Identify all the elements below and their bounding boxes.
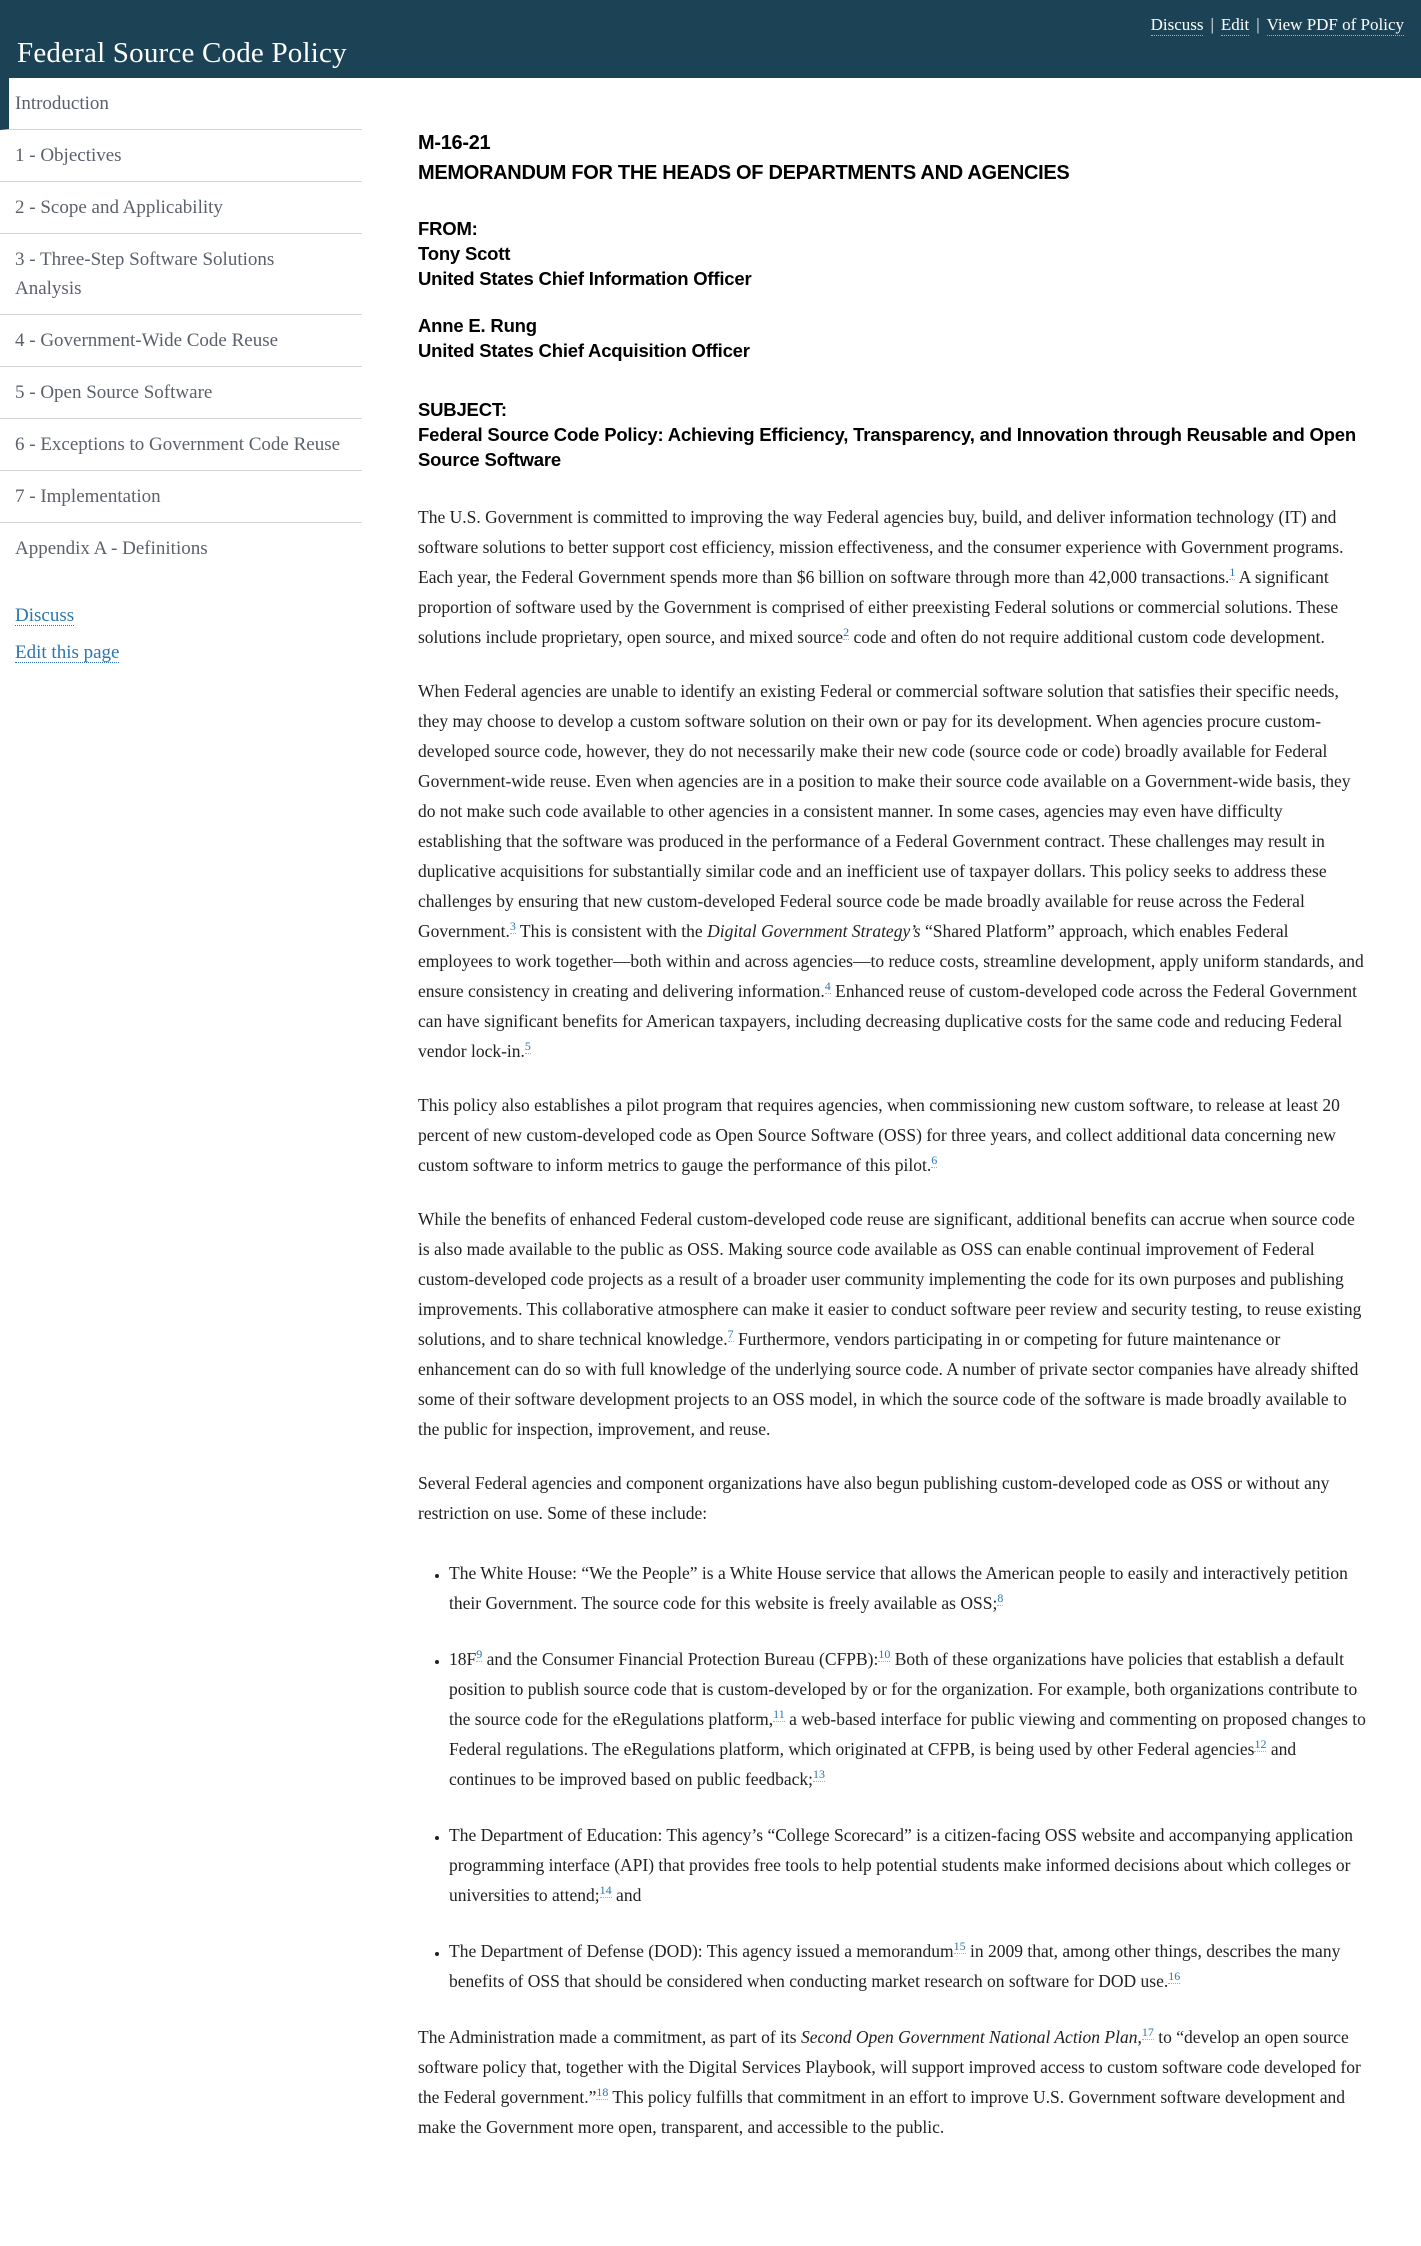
sidebar	[0, 78, 362, 680]
examples-list-item: • The Department of Education: This agency’s “College Scorecard” is a citizen-facing OSS website and accompanying application programming interface (API) that provides free tools to help potential students make informed decisions about which colleges or universities to attend;$^{14}$ and	[449, 1820, 1366, 1910]
footnote-marker-1	[1229, 565, 1235, 580]
footnote-link-1[interactable]: 1	[1229, 565, 1236, 580]
footnote-link-8[interactable]: 8	[997, 1591, 1004, 1606]
footnote-link-16[interactable]: 16	[1168, 1969, 1181, 1984]
footnote-link-15[interactable]: 15	[953, 1939, 966, 1954]
footnote-link-17[interactable]: 17	[1141, 2025, 1154, 2040]
header-link-view-pdf-of-policy[interactable]: View PDF of Policy	[1266, 15, 1404, 34]
sidebar-item-7-implementation[interactable]: 7 - Implementation	[0, 471, 362, 523]
footnote-link-6[interactable]: 6	[931, 1153, 938, 1168]
footnote-marker-17	[1142, 2025, 1154, 2040]
site-header	[0, 0, 1421, 78]
footnote-link-2[interactable]: 2	[843, 625, 850, 640]
examples-list-item: • The Department of Defense (DOD): This agency issued a memorandum$^{15}$ in 2009 that, among other things, describes the many benefits of OSS that should be considered when conducting market research on software for DOD use.$^{16}$	[449, 1936, 1366, 1996]
footnote-marker-11	[773, 1707, 785, 1722]
body-paragraph: When Federal agencies are unable to identify an existing Federal or commercial software solution that satisfies their specific needs, they may choose to develop a custom software solution on their own or pay for its development. When agencies procure custom-developed source code, however, they do not necessarily make their new code (source code or code) broadly available for Federal Government-wide reuse. Even when agencies are in a position to make their source code available on a Government-wide basis, they do not make such code available to other agencies in a consistent manner. In some cases, agencies may even have difficulty establishing that the software was produced in the performance of a Federal Government contract. These challenges may result in duplicative acquisitions for substantially similar code and an inefficient use of taxpayer dollars. This policy seeks to address these challenges by ensuring that new custom-developed Federal source code be made broadly available for reuse across the Federal Government.$^3$ This is consistent with the Digital Government Strategy’s “Shared Platform” approach, which enables Federal employees to work together—both within and across agencies—to reduce costs, streamline development, apply uniform standards, and ensure consistency in creating and delivering information.$^4$ Enhanced reuse of custom-developed code across the Federal Government can have significant benefits for American taxpayers, including decreasing duplicative costs for the same code and reducing Federal vendor lock-in.$^5$	[418, 681, 1364, 1061]
footnote-marker-18	[596, 2085, 608, 2100]
footnote-marker-5	[525, 1039, 531, 1054]
footnote-marker-13	[813, 1767, 825, 1782]
footnote-link-7[interactable]: 7	[727, 1327, 734, 1342]
footnote-link-11[interactable]: 11	[773, 1707, 785, 1722]
sidebar-link-row	[15, 643, 362, 680]
header-link-separator: |	[1210, 15, 1214, 34]
sender-title: United States Chief Acquisition Officer	[418, 340, 750, 361]
footnote-marker-12	[1254, 1737, 1266, 1752]
footnote-link-4[interactable]: 4	[824, 979, 831, 994]
sidebar-link-discuss[interactable]: Discuss	[15, 605, 75, 626]
site-title: Federal Source Code Policy	[17, 37, 347, 69]
footnote-link-9[interactable]: 9	[476, 1647, 483, 1662]
memo-number: M-16-21	[418, 132, 491, 154]
footnote-link-13[interactable]: 13	[813, 1767, 825, 1782]
footnote-marker-3	[510, 919, 516, 934]
sidebar-item-1-objectives[interactable]: 1 - Objectives	[0, 130, 362, 182]
subject-block	[418, 397, 1366, 472]
sender-tony-scott	[418, 241, 1366, 291]
footnote-marker-9	[476, 1647, 482, 1662]
body-paragraph: While the benefits of enhanced Federal custom-developed code reuse are significant, additional benefits can accrue when source code is also made available to the public as OSS. Making source code available as OSS can enable continual improvement of Federal custom-developed code projects as a result of a broader user community implementing the code for its own purposes and publishing improvements. This collaborative atmosphere can make it easier to conduct software peer review and security testing, to reuse existing solutions, and to share technical knowledge.$^7$ Furthermore, vendors participating in or competing for future maintenance or enhancement can do so with full knowledge of the underlying source code. A number of private sector companies have already shifted some of their software development projects to an OSS model, in which the source code of the software is made broadly available to the public for inspection, improvement, and reuse.	[418, 1209, 1362, 1439]
subject-label: SUBJECT:	[418, 399, 507, 420]
examples-list-item: • 18F$^9$ and the Consumer Financial Protection Bureau (CFPB):$^{10}$ Both of these organizations have policies that establish a default position to publish source code that is custom-developed by or for the organization. For example, both organizations contribute to the source code for the eRegulations platform,$^{11}$ a web-based interface for public viewing and commenting on proposed changes to Federal regulations. The eRegulations platform, which originated at CFPB, is being used by other Federal agencies$^{12}$ and continues to be improved based on public feedback;$^{13}$	[449, 1644, 1366, 1794]
sidebar-item-2-scope-and-applicability[interactable]: 2 - Scope and Applicability	[0, 182, 362, 234]
memo-heading: MEMORANDUM FOR THE HEADS OF DEPARTMENTS AND AGENCIES	[418, 162, 1070, 184]
sidebar-item-6-exceptions-to-government-code-reuse[interactable]: 6 - Exceptions to Government Code Reuse	[0, 419, 362, 471]
memo-header	[418, 128, 1366, 188]
header-link-discuss[interactable]: Discuss	[1150, 15, 1204, 34]
footnote-marker-6	[931, 1153, 937, 1168]
footnote-marker-4	[825, 979, 831, 994]
sidebar-link-edit-this-page[interactable]: Edit this page	[15, 642, 120, 663]
footnote-link-10[interactable]: 10	[878, 1647, 891, 1662]
sender-title: United States Chief Information Officer	[418, 268, 752, 289]
footnote-marker-15	[954, 1939, 966, 1954]
sidebar-nav	[0, 78, 362, 574]
senders	[418, 241, 1366, 363]
body-paragraph: The Administration made a commitment, as part of its Second Open Government National Action Plan,$^{17}$ to “develop an open source software policy that, together with the Digital Services Playbook, will support improved access to custom software code developed for the Federal government.”$^{18}$ This policy fulfills that commitment in an effort to improve U.S. Government software development and make the Government more open, transparent, and accessible to the public.	[418, 2025, 1361, 2137]
memo-body	[418, 502, 1366, 2142]
header-link-edit[interactable]: Edit	[1220, 15, 1250, 34]
sidebar-item-appendix-a-definitions[interactable]: Appendix A - Definitions	[15, 538, 208, 559]
footnote-link-18[interactable]: 18	[596, 2085, 609, 2100]
page-layout	[0, 78, 1421, 2166]
subject-text: Federal Source Code Policy: Achieving Efficiency, Transparency, and Innovation through Reusable and Open Source Software	[418, 424, 1356, 470]
sidebar-item-5-open-source-software[interactable]: 5 - Open Source Software	[0, 367, 362, 419]
footnote-marker-14	[600, 1883, 612, 1898]
sidebar-item-3-three-step-software-solutions-analysis[interactable]: 3 - Three-Step Software Solutions Analysis	[0, 234, 362, 315]
header-links	[1151, 15, 1404, 35]
header-link-separator: |	[1256, 15, 1260, 34]
sidebar-item-4-government-wide-code-reuse[interactable]: 4 - Government-Wide Code Reuse	[0, 315, 362, 367]
italic-text: Second Open Government National Action Plan	[800, 2027, 1138, 2047]
sender-name: Tony Scott	[418, 243, 511, 264]
sidebar-link-row	[15, 606, 362, 643]
footnote-marker-10	[878, 1647, 890, 1662]
footnote-link-12[interactable]: 12	[1254, 1737, 1267, 1752]
footnote-marker-8	[997, 1591, 1003, 1606]
sidebar-links	[15, 606, 362, 680]
body-paragraph: Several Federal agencies and component organizations have also begun publishing custom-developed code as OSS or without any restriction on use. Some of these include:	[418, 1473, 1330, 1523]
sender-name: Anne E. Rung	[418, 315, 537, 336]
footnote-marker-2	[843, 625, 849, 640]
footnote-link-14[interactable]: 14	[599, 1883, 612, 1898]
sender-anne-e-rung	[418, 313, 1366, 363]
main-content	[418, 78, 1366, 2166]
body-paragraph: This policy also establishes a pilot program that requires agencies, when commissioning new custom software, to release at least 20 percent of new custom-developed code as Open Source Software (OSS) for three years, and collect additional data concerning new custom software to inform metrics to gauge the performance of this pilot.$^6$	[418, 1095, 1340, 1175]
examples-list	[418, 1558, 1366, 1996]
footnote-marker-7	[728, 1327, 734, 1342]
italic-text: Digital Government Strategy’s	[707, 921, 921, 941]
footnote-link-3[interactable]: 3	[509, 919, 516, 934]
from-block	[418, 216, 1366, 363]
sidebar-item-introduction[interactable]: Introduction	[0, 78, 362, 130]
examples-list-item: • The White House: “We the People” is a White House service that allows the American people to easily and interactively petition their Government. The source code for this website is freely available as OSS;$^8$	[449, 1558, 1366, 1618]
from-label: FROM:	[418, 218, 478, 239]
footnote-link-5[interactable]: 5	[524, 1039, 531, 1054]
footnote-marker-16	[1168, 1969, 1180, 1984]
body-paragraph: The U.S. Government is committed to improving the way Federal agencies buy, build, and deliver information technology (IT) and software solutions to better support cost efficiency, mission effectiveness, and the consumer experience with Government programs. Each year, the Federal Government spends more than $6 billion on software through more than 42,000 transactions.$^1$ A significant proportion of software used by the Government is comprised of either preexisting Federal solutions or commercial solutions. These solutions include proprietary, open source, and mixed source$^2$ code and often do not require additional custom code development.	[418, 507, 1344, 647]
